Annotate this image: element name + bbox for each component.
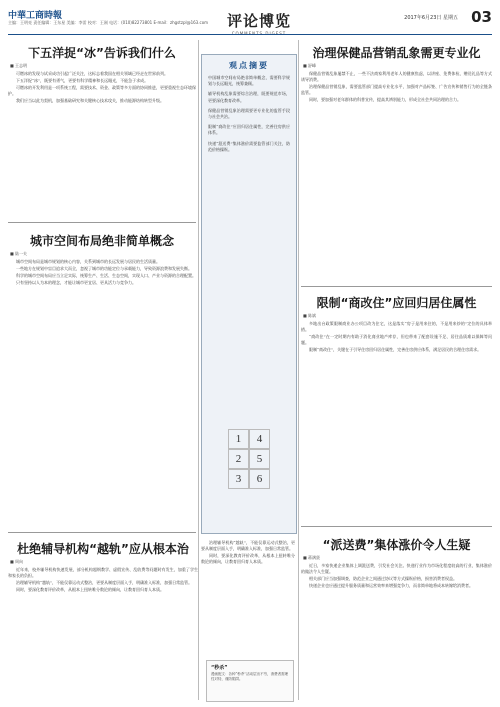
article-headline: 下五洋捉“冰”告诉我们什么 [28, 46, 176, 60]
article-3 [8, 536, 198, 702]
article-byline: ■ 周向 [10, 559, 24, 564]
article-byline: ■ 王志明 [10, 63, 28, 68]
article-headline: “派送费”集体涨价令人生疑 [322, 538, 471, 552]
paragraph: 可燃冰的开发利用是一项系统工程，需要技术、资金、政策等多方面的协同推进，更要重视生态环境保护。 [8, 85, 196, 96]
article-body [8, 259, 196, 286]
section-divider [301, 286, 492, 287]
article-headline: 城市空间布局绝非简单概念 [29, 234, 174, 248]
cartoon-title: “秒杀” [211, 665, 228, 671]
paragraph: 治理辅导机构“越轨”，不能仅靠运动式整治，更要从制度层面入手，明确准入标准，加强日常监管。 [201, 540, 295, 551]
viewpoint-item: 限制“商改住”应回归居住属性，完善住房供应体系。 [208, 124, 290, 136]
article-byline: ■ 蒋满贤 [303, 555, 321, 560]
article-4 [301, 40, 492, 238]
contact-line: 主编：王明亮 责任编辑：王东星 美编：李雷 校对：王刚 电话：(010)82273801 E-mail：zhgstzpl@163.com [8, 20, 209, 25]
viewpoint-title: 观点摘要 [229, 61, 269, 70]
paragraph: 同时，要深化教育评价改革，从根本上扭转唯分数论的倾向，让教育回归育人本质。 [201, 553, 295, 564]
article-index-grid [228, 429, 270, 485]
issue-date: 2017年6月23日 星期五 [404, 15, 458, 21]
page-number: 03 [471, 8, 492, 26]
article-byline: ■ 舒峰 [303, 63, 317, 68]
paragraph: 治理保健品营销乱象，需要监管部门提高专业化水平，加强对产品标签、广告宣传和销售行为的全链条监管。 [301, 84, 492, 95]
masthead-rule [8, 34, 492, 35]
paragraph: 一些地方在规划中盲目追求大而全，忽视了城市的功能定位与承载能力，导致资源浪费和发展失衡。 [16, 266, 192, 271]
index-number: 4 [249, 429, 270, 449]
paragraph: 限制“商改住”，关键在于引导住房回归居住属性，完善住房供应体系，满足居民的合理住房需求。 [309, 347, 482, 352]
paragraph: 多地出台政策限制商业办公项目改为住宅，这是落实“房子是用来住的，不是用来炒的”定位的具体举措。 [301, 321, 492, 332]
index-number: 5 [249, 449, 270, 469]
viewpoint-box [201, 54, 297, 534]
paragraph: 同时，要深化教育评价改革，从根本上扭转唯分数论的倾向，让教育回归育人本质。 [16, 587, 164, 592]
article-headline: 限制“商改住”应回归居住属性 [316, 296, 477, 310]
paragraph: 科学的城市空间布局应当立足实际，统筹生产、生活、生态空间，实现人口、产业与资源的合理配置。 [16, 273, 196, 278]
paragraph: 治理辅导机构“越轨”，不能仅靠运动式整治，更要从制度层面入手，明确准入标准，加强日常监管。 [16, 580, 193, 585]
article-body [201, 540, 295, 565]
section-divider [8, 532, 196, 533]
index-number: 3 [228, 469, 249, 489]
paragraph: 只有坚持以人为本的理念，才能让城市更宜居、更具活力与竞争力。 [16, 280, 136, 285]
paragraph: 保健品营销乱象屡禁不止，一些不法商家利用老年人的健康焦虑，以讲座、免费体检、赠送礼品等方式诱导消费。 [301, 71, 492, 82]
section-logo [205, 10, 313, 36]
viewpoint-item: 快递“派送费”集体涨价需要监管部门关注，防范价格操纵。 [208, 140, 290, 152]
viewpoint-list [208, 75, 290, 157]
article-2 [8, 226, 196, 516]
article-byline: ■ 陈斌 [303, 313, 317, 318]
viewpoint-item: 保健品营销乱象治理需要更专业化的监管手段与社会共治。 [208, 107, 290, 120]
paper-title: 中華工商時報 [8, 11, 63, 21]
article-headline: 杜绝辅导机构“越轨”应从根本治 [17, 542, 189, 556]
paragraph: 可燃冰的发现与试采成功引起广泛关注，这标志着我国在相关领域已经走在世界前列。 [16, 71, 168, 76]
article-byline: ■ 陆一夫 [10, 251, 28, 256]
paragraph: 近年来，校外辅导机构快速发展，部分机构超纲教学、虚假宣传、乱收费等问题时有发生，加重了学生和家长的负担。 [8, 567, 198, 578]
paragraph: 近日，多家快递企业集体上调派送费，引发社会关注。快递行业作为市场化程度较高的行业，集体涨价的做法令人生疑。 [301, 563, 492, 574]
article-headline: 治理保健品营销乱象需更专业化 [312, 46, 481, 60]
article-body [8, 567, 198, 593]
cartoon-caption: 漫画配文：各种“秒杀”活动层出不穷，消费者需理性对待，谨防陷阱。 [211, 672, 289, 681]
viewpoint-item: 中国城市空间布局绝非简单概念，需要科学规划与长远眼光，统筹兼顾。 [208, 75, 290, 87]
paragraph: “商改住”在一定时期内有助于消化商业地产库存，但也带来了配套设施不足、居住品质难以保障等问题。 [301, 334, 492, 345]
paragraph: 城市空间布局是城市规划的核心内容，关系到城市的长远发展与居民的生活质量。 [16, 259, 160, 264]
article-3-continued [201, 540, 295, 656]
article-5 [301, 290, 492, 490]
article-body [8, 71, 196, 104]
index-number: 6 [249, 469, 270, 489]
article-1 [8, 40, 196, 218]
paragraph: 同时，要加强对老年群体的科普宣传，提高其辨别能力，形成全社会共同治理的合力。 [309, 97, 461, 102]
section-title: 评论博览 [226, 12, 291, 30]
index-number: 1 [228, 429, 249, 449]
section-divider [301, 526, 492, 527]
cartoon-box [206, 660, 294, 702]
viewpoint-item: 辅导机构乱象需要综合治理，既要规范市场，更要深化教育改革。 [208, 91, 290, 103]
article-body [301, 71, 492, 103]
column-divider [198, 40, 199, 700]
index-number: 2 [228, 449, 249, 469]
paragraph: 相关部门应当加强调查，防范企业之间通过协议等方式操纵价格，损害消费者权益。 [309, 576, 457, 581]
article-6 [301, 530, 492, 702]
article-body [301, 563, 492, 589]
masthead [8, 8, 492, 32]
paragraph: 我们应当以此为契机，加强基础研究和关键核心技术攻关，推动能源结构转型升级。 [16, 98, 164, 103]
paragraph: 快递企业也应通过提升服务质量和运营效率来增强竞争力，而非简单地将成本转嫁给消费者。 [309, 583, 473, 588]
column-divider [298, 40, 299, 700]
paragraph: 下五洋捉“冰”，既要有勇气，更要有科学精神和长远眼光，不能急于求成。 [16, 78, 149, 83]
section-divider [8, 222, 196, 223]
article-body [301, 321, 492, 353]
